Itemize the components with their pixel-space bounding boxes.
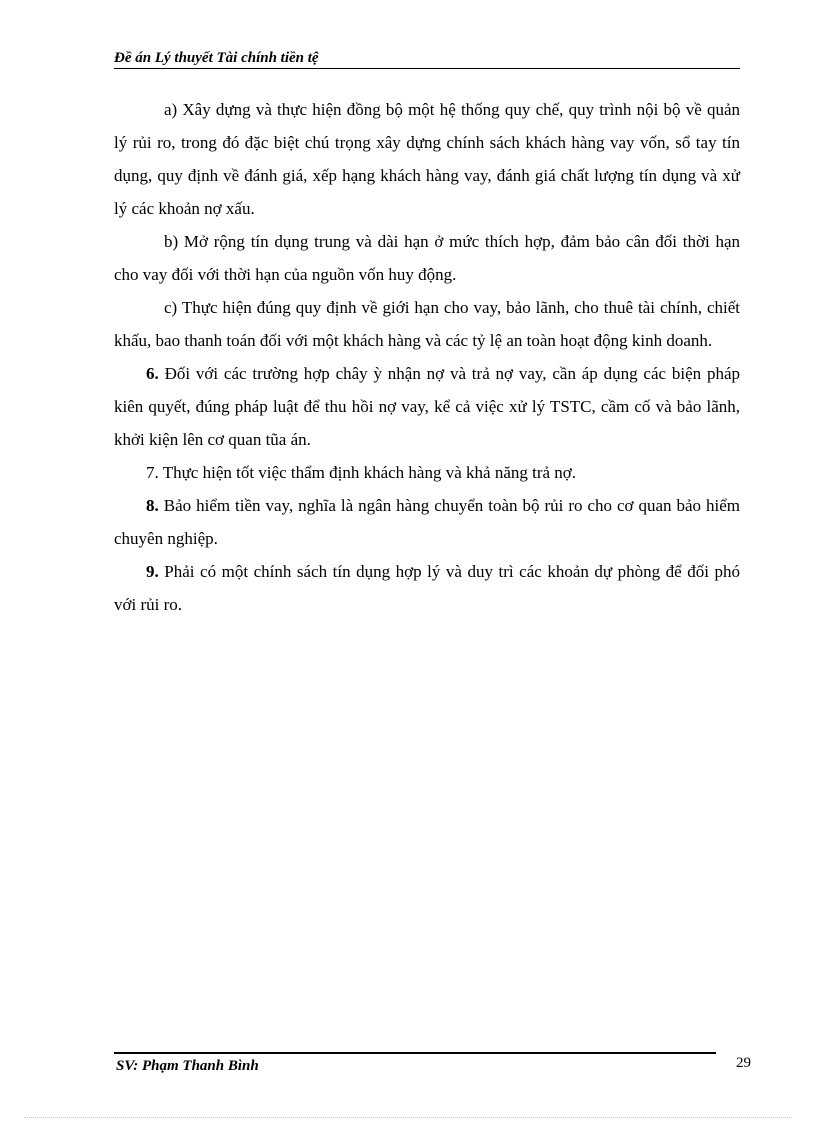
paragraph-c	[114, 291, 740, 357]
paragraph-8	[114, 489, 740, 555]
paragraph-6	[114, 357, 740, 456]
paragraph-number: 8.	[146, 496, 159, 515]
paragraph-number: 6.	[146, 364, 159, 383]
paragraph-text: Thực hiện tốt việc thẩm định khách hàng và khả năng trả nợ.	[162, 463, 577, 482]
header-divider	[114, 68, 740, 69]
document-body	[114, 93, 740, 621]
paragraph-text: a) Xây dựng và thực hiện đồng bộ một hệ thống quy chế, quy trình nội bộ về quản lý rủi ro, trong đó đặc biệt chú trọng xây dựng chính sách khách hàng vay vốn, sổ tay tín dụng, quy định về đánh giá, xếp hạng khách hàng vay, đánh giá chất lượng tín dụng và xử lý các khoản nợ xấu.	[114, 100, 740, 218]
paragraph-a	[114, 93, 740, 225]
page-header-title: Đề án Lý thuyết Tài chính tiền tệ	[114, 50, 319, 66]
paragraph-text: Đối với các trường hợp chây ỳ nhận nợ và trả nợ vay, cần áp dụng các biện pháp kiên quyết, đúng pháp luật để thu hồi nợ vay, kể cả việc xử lý TSTC, cầm cố và bảo lãnh, khởi kiện lên cơ quan tũa án.	[114, 364, 741, 449]
paragraph-7	[114, 456, 740, 489]
paragraph-text: c) Thực hiện đúng quy định về giới hạn cho vay, bảo lãnh, cho thuê tài chính, chiết khấu, bao thanh toán đối với một khách hàng và các tỷ lệ an toàn hoạt động kinh doanh.	[114, 298, 740, 350]
footer-author: SV: Phạm Thanh Bình	[116, 1058, 259, 1074]
page-bottom-border	[24, 1117, 792, 1118]
paragraph-text: b) Mở rộng tín dụng trung và dài hạn ở mức thích hợp, đảm bảo cân đối thời hạn cho vay đối với thời hạn của nguồn vốn huy động.	[114, 232, 740, 284]
paragraph-number: 7.	[146, 463, 159, 482]
page-number: 29	[736, 1055, 751, 1071]
paragraph-number: 9.	[146, 562, 159, 581]
paragraph-text: Bảo hiểm tiền vay, nghĩa là ngân hàng chuyển toàn bộ rủi ro cho cơ quan bảo hiểm chuyên nghiệp.	[114, 496, 741, 548]
footer-divider	[114, 1052, 716, 1054]
paragraph-text: Phải có một chính sách tín dụng hợp lý và duy trì các khoản dự phòng để đối phó với rủi ro.	[114, 562, 740, 614]
paragraph-b	[114, 225, 740, 291]
paragraph-9	[114, 555, 740, 621]
